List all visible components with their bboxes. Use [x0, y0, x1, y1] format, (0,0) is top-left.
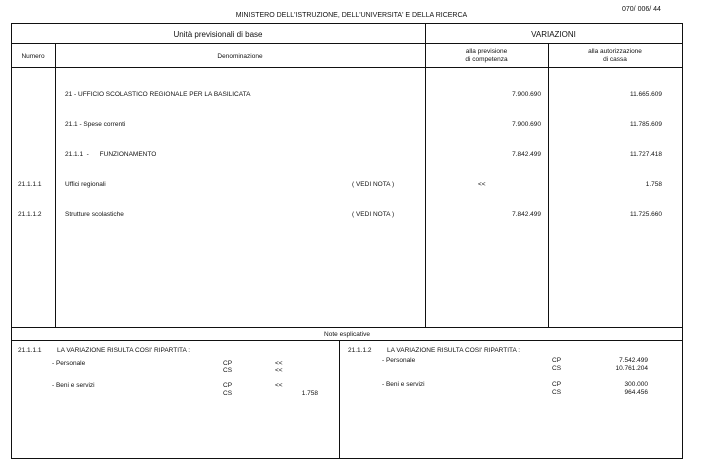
competenza-header-l1: alla previsione: [465, 48, 508, 55]
frame-top: [11, 23, 683, 24]
frame-bottom: [11, 458, 683, 459]
row-cassa: 11.727.418: [629, 151, 662, 158]
note-cs-value: 964.456: [624, 389, 648, 396]
note-code: 21.1.1.1: [18, 347, 42, 354]
note-title: LA VARIAZIONE RISULTA COSI' RIPARTITA :: [57, 347, 191, 354]
row-nota: ( VEDI NOTA ): [352, 211, 395, 218]
frame-right: [682, 23, 683, 459]
note-cs-label: CS: [552, 365, 562, 372]
denominazione-header: Denominazione: [217, 53, 263, 60]
note-cs-value: 1.758: [301, 390, 318, 397]
numero-divider: [55, 43, 56, 327]
cassa-header-l2: di cassa: [603, 56, 627, 63]
note-cp-value: 300.000: [624, 381, 648, 388]
variazioni-divider: [425, 23, 426, 327]
cassa-header-l1: alla autorizzazione: [588, 48, 642, 55]
row-competenza: <<: [478, 181, 486, 188]
frame-left: [11, 23, 12, 459]
row-competenza: 7.900.690: [512, 121, 541, 128]
row-denominazione: 21.1 - Spese correnti: [65, 121, 126, 128]
row-numero: 21.1.1.1: [18, 181, 42, 188]
note-cp-value: <<: [275, 360, 283, 367]
row-denominazione: Uffici regionali: [65, 181, 106, 188]
header-divider-2: [11, 67, 683, 68]
row-cassa: 11.725.660: [629, 211, 662, 218]
note-cp-value: 7.542.499: [619, 357, 648, 364]
notes-column-divider: [339, 340, 340, 459]
row-cassa: 11.785.609: [629, 121, 662, 128]
note-item-label: - Beni e servizi: [52, 382, 95, 389]
notes-title: Note esplicative: [324, 331, 370, 338]
note-item-label: - Personale: [382, 357, 416, 364]
note-code: 21.1.1.2: [348, 347, 372, 354]
notes-divider-top: [11, 327, 683, 328]
note-item-label: - Personale: [52, 360, 86, 367]
note-cs-label: CS: [223, 390, 233, 397]
row-denominazione: 21.1.1 - FUNZIONAMENTO: [65, 151, 157, 158]
note-cs-value: 10.761.204: [615, 365, 648, 372]
note-cs-value: <<: [275, 367, 283, 374]
competenza-header-l2: di competenza: [465, 56, 508, 63]
note-cp-label: CP: [552, 357, 562, 364]
row-cassa: 1.758: [645, 181, 662, 188]
row-competenza: 7.842.499: [512, 211, 541, 218]
note-item-label: - Beni e servizi: [382, 381, 425, 388]
page-code: 070/ 006/ 44: [622, 6, 661, 13]
row-competenza: 7.842.499: [512, 151, 541, 158]
note-cp-label: CP: [223, 360, 233, 367]
row-numero: 21.1.1.2: [18, 211, 42, 218]
note-cp-label: CP: [552, 381, 562, 388]
row-competenza: 7.900.690: [512, 91, 541, 98]
row-denominazione: Strutture scolastiche: [65, 211, 124, 218]
note-cp-label: CP: [223, 382, 233, 389]
note-cp-value: <<: [275, 382, 283, 389]
numero-header: Numero: [21, 53, 45, 60]
ministry-title: MINISTERO DELL'ISTRUZIONE, DELL'UNIVERSITA' E DELLA RICERCA: [235, 12, 468, 19]
header-divider-1: [11, 43, 683, 44]
variazioni-header: VARIAZIONI: [531, 30, 576, 39]
note-title: LA VARIAZIONE RISULTA COSI' RIPARTITA :: [387, 347, 521, 354]
unita-header: Unità previsionali di base: [173, 30, 263, 39]
row-cassa: 11.665.609: [629, 91, 662, 98]
row-nota: ( VEDI NOTA ): [352, 181, 395, 188]
note-cs-label: CS: [552, 389, 562, 396]
notes-divider-title: [11, 340, 683, 341]
row-denominazione: 21 - UFFICIO SCOLASTICO REGIONALE PER LA BASILICATA: [65, 91, 251, 98]
note-cs-label: CS: [223, 367, 233, 374]
